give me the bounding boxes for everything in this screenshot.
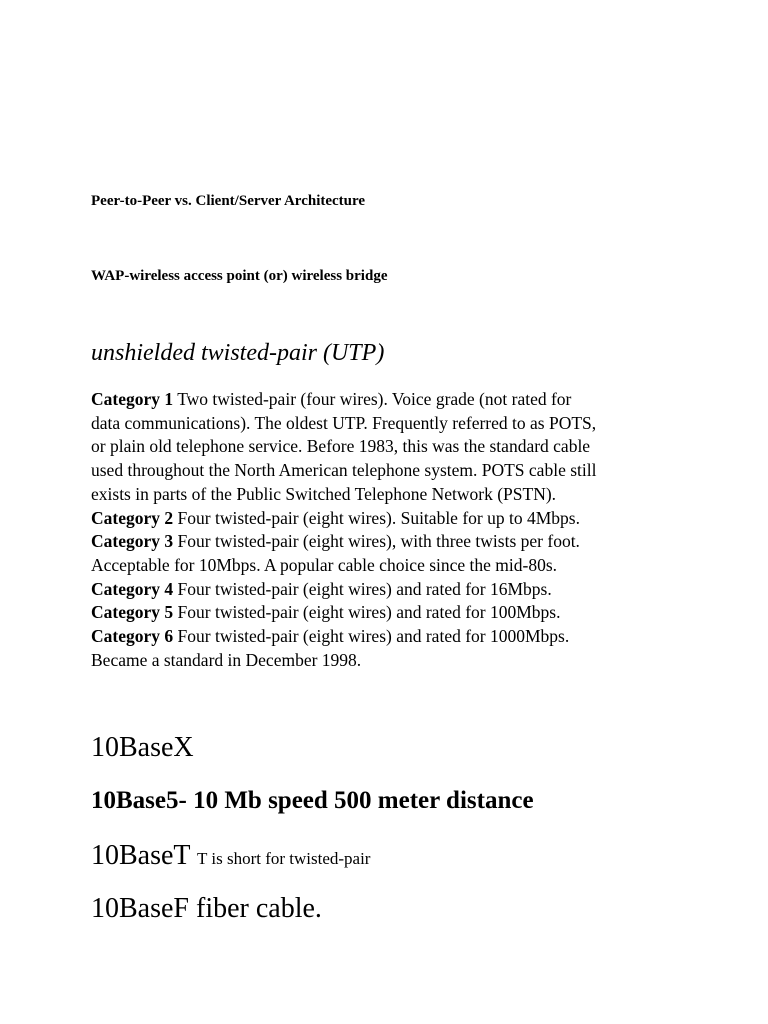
ethernet-10basef: 10BaseF fiber cable. [91,893,322,924]
category-3-label: Category 3 [91,531,174,552]
category-6-label: Category 6 [91,626,174,647]
category-1-line-4: used throughout the North American telephone system. POTS cable still [91,460,597,481]
category-3-line-2: Acceptable for 10Mbps. A popular cable choice since the mid-80s. [91,554,558,575]
category-1-line-1 [91,388,711,412]
category-4-text: Four twisted-pair (eight wires) and rated for 16Mbps. [173,578,552,599]
category-1-line-2: data communications). The oldest UTP. Frequently referred to as POTS, [91,412,597,433]
category-6-line-2: Became a standard in December 1998. [91,649,362,670]
heading-wap: WAP-wireless access point (or) wireless bridge [91,268,388,284]
category-5-text: Four twisted-pair (eight wires) and rated for 100Mbps. [173,602,561,623]
ethernet-10baset-title: 10BaseT [91,840,198,871]
category-3-text: Four twisted-pair (eight wires), with three twists per foot. [173,531,580,552]
category-1-label: Category 1 [91,389,174,409]
category-4-label: Category 4 [91,578,174,599]
category-4-line-1 [91,578,711,602]
ethernet-10baset [91,840,370,872]
category-list [91,388,711,672]
category-5-label: Category 5 [91,602,174,623]
category-1-text: Two twisted-pair (four wires). Voice grade (not rated for [173,389,572,409]
category-2-line-1 [91,507,711,531]
category-5-line-1 [91,601,711,625]
ethernet-10base5: 10Base5- 10 Mb speed 500 meter distance [91,787,534,814]
category-1-line-5: exists in parts of the Public Switched Telephone Network (PSTN). [91,483,557,504]
utp-title: unshielded twisted-pair (UTP) [91,340,385,366]
ethernet-10baset-note: T is short for twisted-pair [197,849,371,868]
category-1-line-3: or plain old telephone service. Before 1983, this was the standard cable [91,436,591,457]
category-2-label: Category 2 [91,507,174,528]
category-3-line-1 [91,530,711,554]
category-6-line-1 [91,625,711,649]
category-6-text: Four twisted-pair (eight wires) and rated for 1000Mbps. [173,626,570,647]
ethernet-10basex: 10BaseX [91,732,194,763]
heading-peer-to-peer: Peer-to-Peer vs. Client/Server Architecture [91,193,366,209]
category-2-text: Four twisted-pair (eight wires). Suitable for up to 4Mbps. [173,507,580,528]
